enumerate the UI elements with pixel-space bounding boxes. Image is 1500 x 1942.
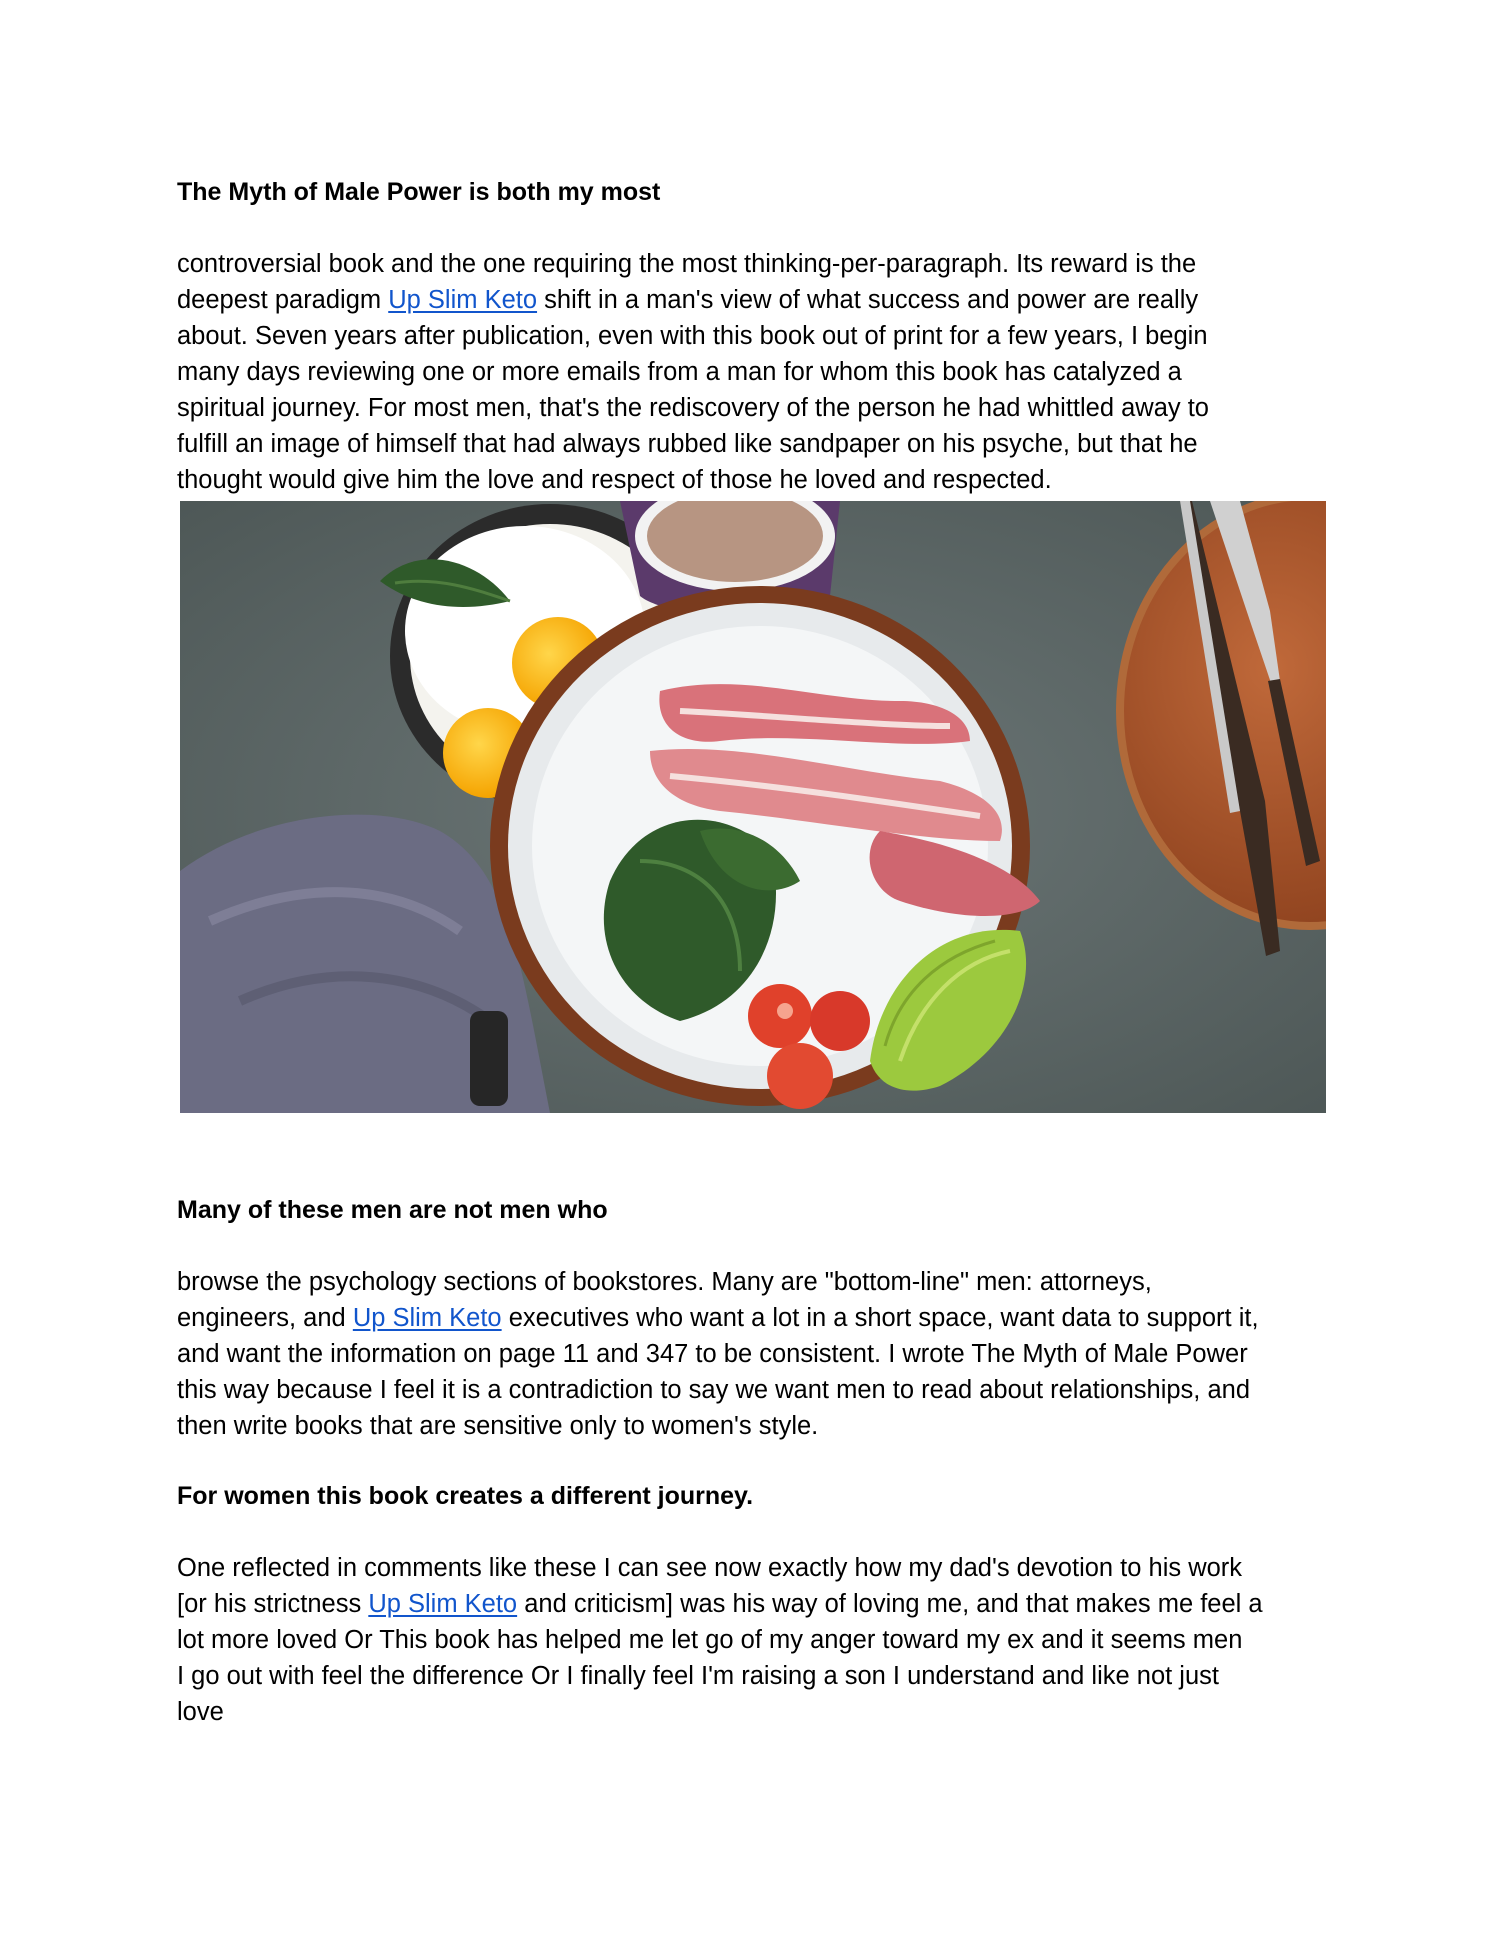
text-fragment: deepest paradigm [177,286,389,314]
paragraph-line [177,1586,1337,1622]
paragraph-line: love [177,1698,224,1726]
text-fragment: shift in a man's view of what success and power are really [537,286,1199,314]
text-fragment: executives who want a lot in a short space, want data to support it, [501,1304,1259,1332]
paragraph-line: thought would give him the love and respect of those he loved and respected. [177,466,1052,494]
breakfast-illustration [180,501,1326,1113]
up-slim-keto-link[interactable]: Up Slim Keto [388,286,538,314]
paragraph-line: many days reviewing one or more emails from a man for whom this book has catalyzed a [177,358,1182,386]
paragraph-line: I go out with feel the difference Or I finally feel I'm raising a son I understand and like not just [177,1662,1219,1690]
paragraph-line: browse the psychology sections of bookstores. Many are "bottom-line" men: attorneys, [177,1268,1152,1296]
keto-breakfast-photo [180,501,1326,1113]
paragraph-line: about. Seven years after publication, even with this book out of print for a few years, I begin [177,322,1208,350]
pan-handle [470,1011,508,1106]
paragraph-womens-journey [177,1550,1337,1730]
paragraph-line: spiritual journey. For most men, that's the rediscovery of the person he had whittled away to [177,394,1209,422]
paragraph-line: controversial book and the one requiring the most thinking-per-paragraph. Its reward is the [177,250,1197,278]
text-fragment: and criticism] was his way of loving me, and that makes me feel a [517,1590,1263,1618]
paragraph-line: fulfill an image of himself that had always rubbed like sandpaper on his psyche, but that he [177,430,1198,458]
paragraph-line [177,282,1337,318]
section-heading-many-of-these-men: Many of these men are not men who [177,1196,608,1224]
section-heading-for-women: For women this book creates a different journey. [177,1482,754,1510]
paragraph-line: lot more loved Or This book has helped me let go of my anger toward my ex and it seems men [177,1626,1243,1654]
text-fragment: [or his strictness [177,1590,369,1618]
paragraph-controversial-book [177,246,1337,498]
up-slim-keto-link[interactable]: Up Slim Keto [352,1304,502,1332]
paragraph-line: and want the information on page 11 and 347 to be consistent. I wrote The Myth of Male Power [177,1340,1248,1368]
section-heading-myth-of-male-power: The Myth of Male Power is both my most [177,178,661,206]
paragraph-line: this way because I feel it is a contradiction to say we want men to read about relationships, and [177,1376,1251,1404]
paragraph-line: One reflected in comments like these I can see now exactly how my dad's devotion to his work [177,1554,1243,1582]
up-slim-keto-link[interactable]: Up Slim Keto [368,1590,518,1618]
paragraph-line: then write books that are sensitive only to women's style. [177,1412,819,1440]
paragraph-line [177,1300,1337,1336]
paragraph-bottom-line-men [177,1264,1337,1444]
text-fragment: engineers, and [177,1304,353,1332]
